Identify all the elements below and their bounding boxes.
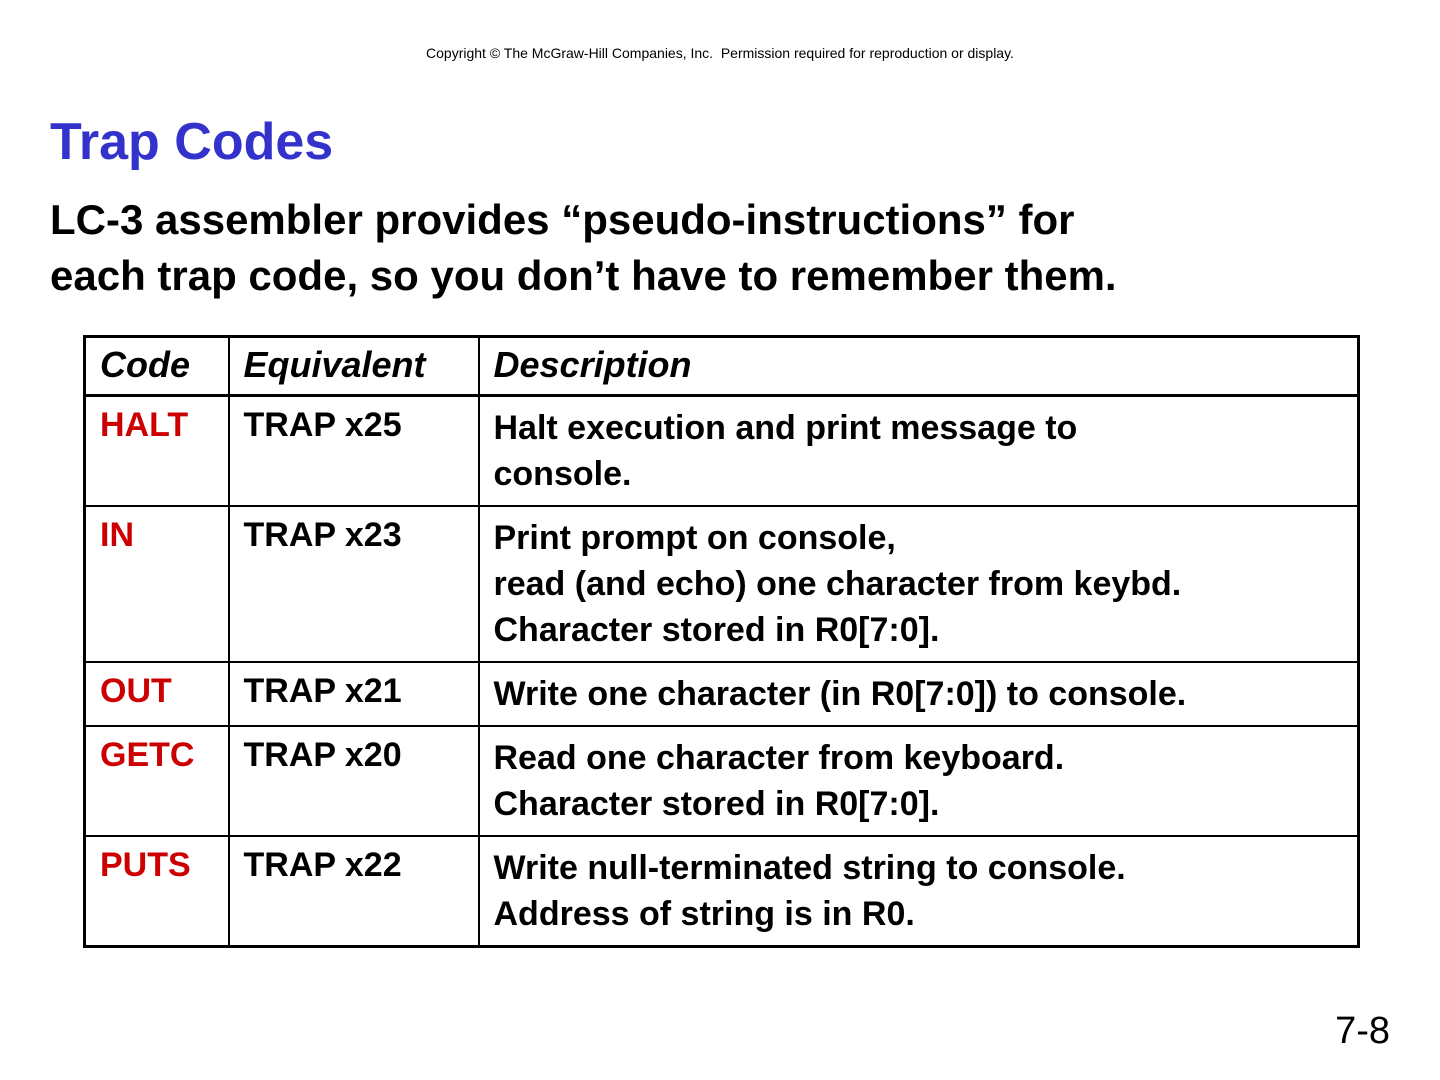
header-code: Code	[85, 337, 229, 396]
description-line: Address of string is in R0.	[493, 895, 915, 933]
table-row	[85, 836, 1359, 947]
trap-description	[479, 506, 1359, 662]
intro-paragraph	[50, 192, 1380, 304]
table-header-row	[85, 337, 1359, 396]
trap-equivalent: TRAP x25	[229, 396, 479, 507]
trap-description	[479, 396, 1359, 507]
trap-equivalent: TRAP x21	[229, 662, 479, 726]
trap-code: IN	[85, 506, 229, 662]
description-line: Print prompt on console,	[493, 519, 896, 557]
trap-code: PUTS	[85, 836, 229, 947]
table-row	[85, 726, 1359, 836]
trap-equivalent: TRAP x20	[229, 726, 479, 836]
trap-code: OUT	[85, 662, 229, 726]
description-line: Read one character from keyboard.	[493, 739, 1065, 777]
table-row	[85, 662, 1359, 726]
trap-code: GETC	[85, 726, 229, 836]
table-row	[85, 396, 1359, 507]
description-line: Write null-terminated string to console.	[493, 849, 1126, 887]
trap-description	[479, 726, 1359, 836]
copyright-notice: Copyright © The McGraw-Hill Companies, Inc. Permission required for reproduction or display.	[426, 45, 1014, 61]
slide-page-number: 7-8	[1335, 1010, 1390, 1052]
description-line: read (and echo) one character from keybd.	[493, 565, 1182, 603]
intro-line: LC-3 assembler provides “pseudo-instructions” for	[50, 196, 1075, 243]
intro-line: each trap code, so you don’t have to remember them.	[50, 252, 1117, 299]
trap-equivalent: TRAP x22	[229, 836, 479, 947]
header-description: Description	[479, 337, 1359, 396]
description-line: Character stored in R0[7:0].	[493, 611, 940, 649]
table-row	[85, 506, 1359, 662]
description-line: Halt execution and print message to	[493, 409, 1078, 447]
trap-description	[479, 662, 1359, 726]
description-line: console.	[493, 455, 632, 493]
description-line: Character stored in R0[7:0].	[493, 785, 940, 823]
slide-title: Trap Codes	[50, 113, 334, 171]
trap-codes-table	[83, 335, 1360, 948]
trap-code: HALT	[85, 396, 229, 507]
header-equivalent: Equivalent	[229, 337, 479, 396]
description-line: Write one character (in R0[7:0]) to console.	[493, 675, 1187, 713]
trap-description	[479, 836, 1359, 947]
trap-equivalent: TRAP x23	[229, 506, 479, 662]
